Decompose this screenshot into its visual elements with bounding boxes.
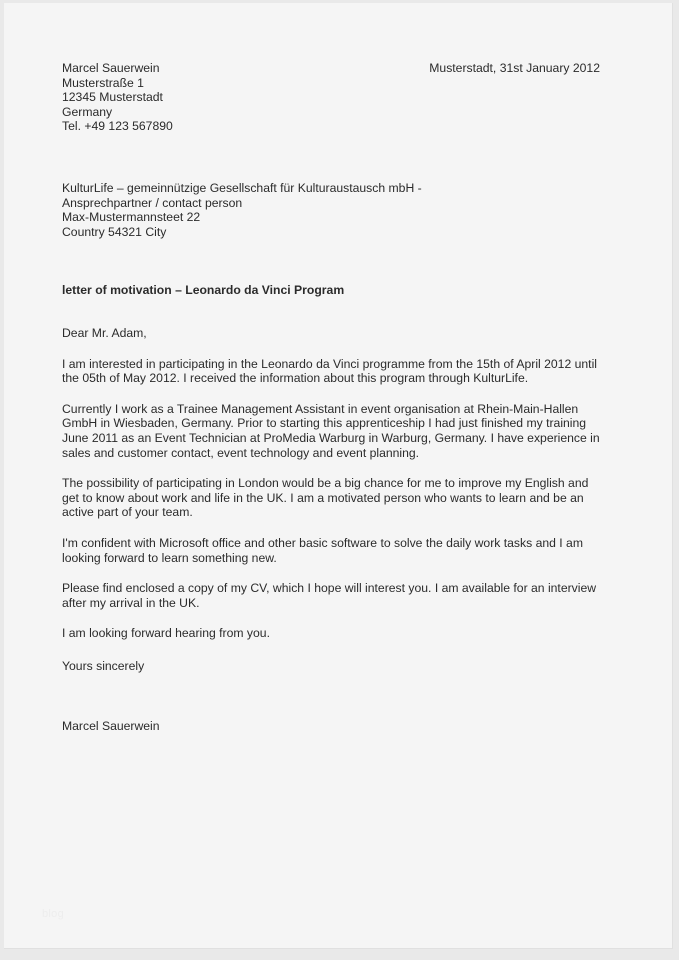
body-paragraph-6: I am looking forward hearing from you. bbox=[62, 626, 270, 641]
letter-page bbox=[4, 3, 673, 949]
body-paragraph-1: I am interested in participating in the Leonardo da Vinci programme from the 15th of April 2012 until the 05th of May 2012. I received the information about this program through KulturLife. bbox=[62, 356, 597, 386]
sender-line-street: Musterstraße 1 bbox=[62, 75, 144, 90]
sender-line-country: Germany bbox=[62, 104, 113, 119]
recipient-line-contact: Ansprechpartner / contact person bbox=[62, 195, 243, 210]
body-paragraph-5: Please find enclosed a copy of my CV, which I hope will interest you. I am available for an interview after my arrival in the UK. bbox=[62, 581, 597, 610]
closing-phrase: Yours sincerely bbox=[62, 658, 145, 673]
recipient-address-block bbox=[62, 181, 600, 239]
date-line: Musterstadt, 31st January 2012 bbox=[429, 61, 600, 75]
recipient-line-street: Max-Mustermannsteet 22 bbox=[62, 210, 201, 225]
recipient-line-city: Country 54321 City bbox=[62, 224, 167, 239]
sender-line-phone: Tel. +49 123 567890 bbox=[62, 119, 173, 134]
salutation: Dear Mr. Adam, bbox=[62, 325, 147, 340]
body-paragraph-3: The possibility of participating in London would be a big chance for me to improve my English and get to know about work and life in the UK. I am a motivated person who wants to learn and be an active part of your team. bbox=[62, 476, 589, 520]
subject-line: letter of motivation – Leonardo da Vinci Program bbox=[62, 283, 345, 298]
letterhead bbox=[62, 61, 600, 137]
signature-name: Marcel Sauerwein bbox=[62, 719, 160, 734]
body-paragraph-4: I'm confident with Microsoft office and other basic software to solve the daily work tasks and I am looking forward to learn something new. bbox=[62, 535, 583, 565]
letter-content bbox=[62, 61, 600, 734]
body-paragraph-2: Currently I work as a Trainee Management Assistant in event organisation at Rhein-Main-Hallen GmbH in Wiesbaden, Germany. Prior to starting this apprenticeship I had just finished my training June 2011 as an Event Technician at ProMedia Warburg in Warburg, Germany. I have experience in sales and customer contact, event technology and event planning. bbox=[62, 401, 600, 460]
recipient-line-organisation: KulturLife – gemeinnützige Gesellschaft für Kulturaustausch mbH - bbox=[62, 181, 422, 195]
corner-watermark: blog bbox=[42, 908, 64, 920]
sender-line-name: Marcel Sauerwein bbox=[62, 61, 160, 75]
sender-line-city: 12345 Musterstadt bbox=[62, 90, 163, 105]
